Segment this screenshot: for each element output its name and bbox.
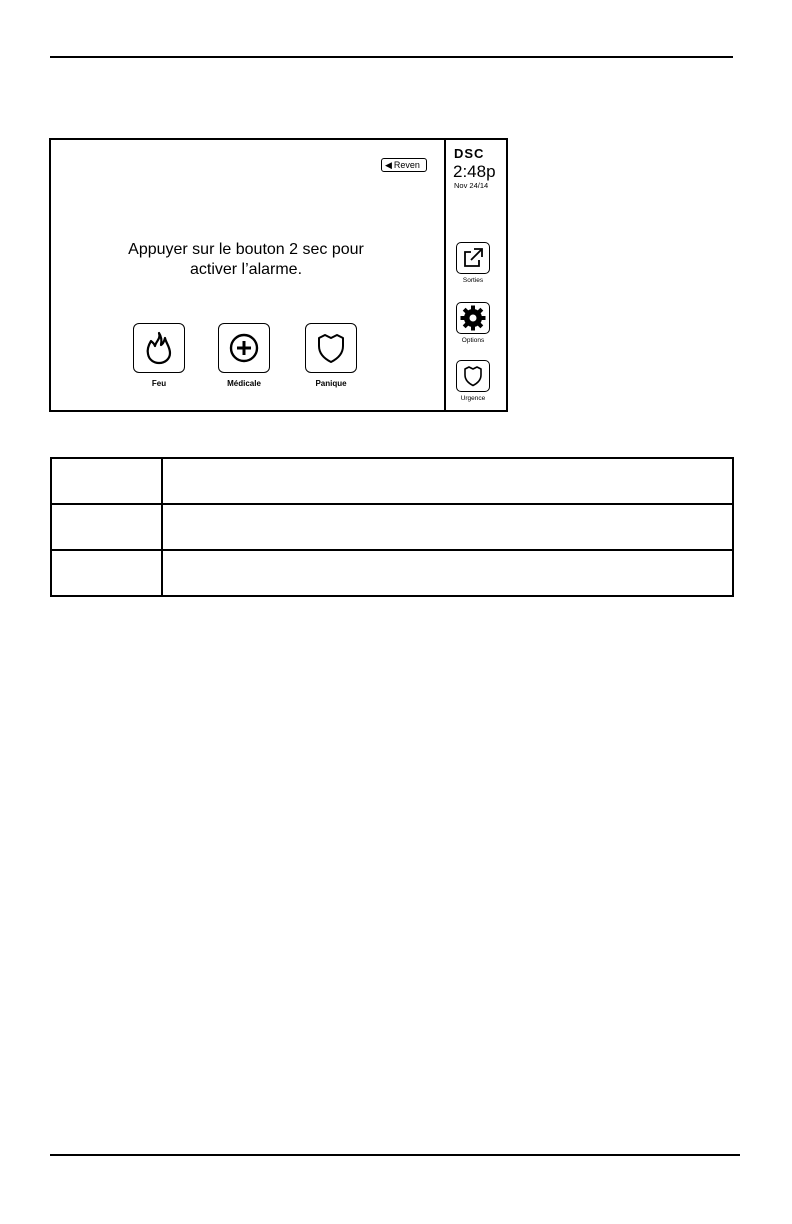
instruction-text <box>81 240 411 280</box>
clock-date: Nov 24/14 <box>454 181 489 190</box>
panic-alarm-button[interactable] <box>304 323 358 388</box>
instruction-line-1: Appuyer sur le bouton 2 sec pour <box>128 241 364 258</box>
flame-icon <box>144 331 174 365</box>
table-cell <box>51 550 162 596</box>
description-table <box>50 457 734 597</box>
instruction-line-2: activer l’alarme. <box>189 261 303 278</box>
panic-alarm-box[interactable] <box>305 323 357 373</box>
table-cell <box>162 550 733 596</box>
back-button[interactable] <box>381 158 427 172</box>
exits-button-box[interactable] <box>456 242 490 274</box>
exits-label: Sorties <box>462 277 484 284</box>
medical-alarm-box[interactable] <box>218 323 270 373</box>
medical-cross-icon <box>228 332 260 364</box>
keypad-screen <box>49 138 508 412</box>
footer-rule <box>50 1154 740 1156</box>
shield-icon <box>463 365 483 387</box>
left-arrow-icon: ◀ <box>385 159 392 170</box>
options-label: Options <box>461 337 485 344</box>
gear-icon <box>460 305 486 331</box>
shield-icon <box>316 332 346 364</box>
options-button-box[interactable] <box>456 302 490 334</box>
sidebar-button-options[interactable] <box>454 302 492 344</box>
panic-alarm-label: Panique <box>315 379 347 388</box>
sidebar-button-exits[interactable] <box>454 242 492 284</box>
brand-logo: DSC <box>454 146 485 161</box>
emergency-button-box[interactable] <box>456 360 490 392</box>
table-row <box>51 458 733 504</box>
clock-time: 2:48p <box>453 162 496 181</box>
medical-alarm-button[interactable] <box>217 323 271 388</box>
table-cell <box>162 458 733 504</box>
table-cell <box>51 458 162 504</box>
fire-alarm-button[interactable] <box>132 323 186 388</box>
header-rule <box>50 56 733 58</box>
medical-alarm-label: Médicale <box>227 379 261 388</box>
emergency-label: Urgence <box>460 395 486 402</box>
table-row <box>51 550 733 596</box>
back-button-label: Reven <box>393 159 420 170</box>
exit-arrow-icon <box>462 247 484 269</box>
sidebar-button-emergency[interactable] <box>454 360 492 402</box>
fire-alarm-label: Feu <box>151 379 167 388</box>
sidebar <box>444 140 506 410</box>
table-row <box>51 504 733 550</box>
table-cell <box>51 504 162 550</box>
table-cell <box>162 504 733 550</box>
fire-alarm-box[interactable] <box>133 323 185 373</box>
